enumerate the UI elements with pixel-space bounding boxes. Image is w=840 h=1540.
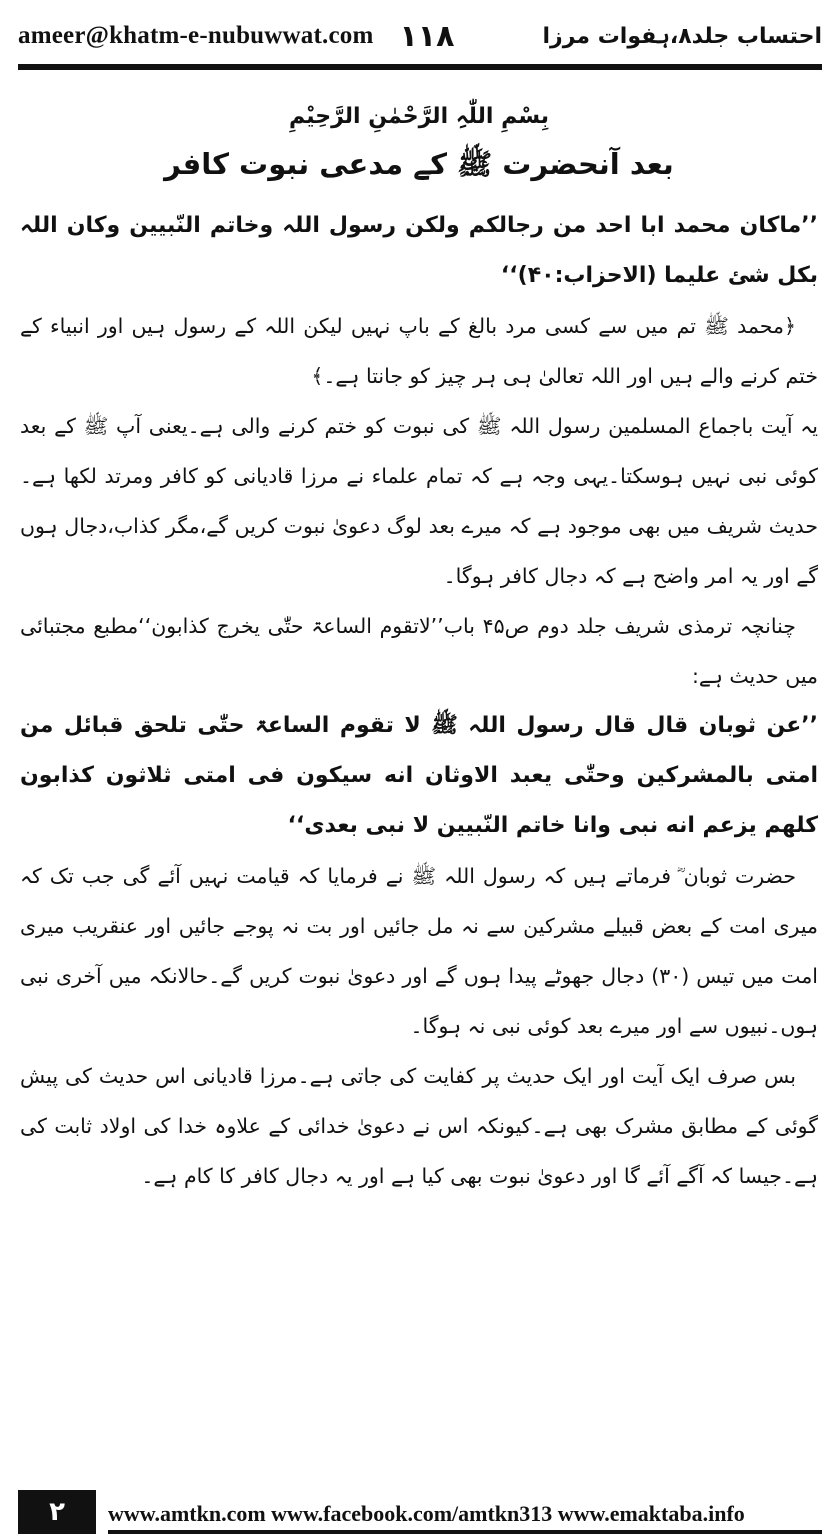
header-email: ameer@khatm-e-nubuwwat.com [18,22,374,49]
footer-bar [96,1490,822,1534]
paragraph-1: یہ آیت باجماع المسلمین رسول اللہ ﷺ کی نبوت کو ختم کرنے والی ہے۔یعنی آپ ﷺ کے بعد کوئی نبی نہیں ہوسکتا۔یہی وجہ ہے کہ تمام علماء نے مرزا قادیانی کو کافر ومرتد لکھا ہے۔حدیث شریف میں بھی موجود ہے کہ میرے بعد لوگ دعویٰ نبوت کریں گے،مگر کذاب،دجال ہوں گے اور یہ امر واضح ہے کہ دجال کافر ہوگا۔ [20,414,818,588]
verse-translation: ﴿محمد ﷺ تم میں سے کسی مرد بالغ کے باپ نہیں لیکن اللہ کے رسول ہیں اور انبیاء کے ختم کرنے والے ہیں اور اللہ تعالیٰ ہی ہر چیز کو جانتا ہے۔﴾ [20,314,818,388]
header-left [18,19,454,54]
hadith-text: ’’عن ثوبان قال قال رسول اللہ ﷺ لا تقوم الساعۃ حتّٰی تلحق قبائل من امتی بالمشرکین وحتّٰی یعبد الاوثان انه سیکون فی امتی ثلاثون کذابون کلھم یزعم انه نبی وانا خاتم النّبیین لا نبی بعدی‘‘ [20,713,818,838]
footer-links[interactable]: www.amtkn.com www.facebook.com/amtkn313 www.emaktaba.info [108,1501,745,1526]
page-header [18,10,822,62]
page-footer [18,1490,822,1534]
chapter-title: بعد آنحضرت ﷺ کے مدعی نبوت کافر [164,147,674,181]
header-book-title: احتساب جلد۸،ہفوات مرزا [542,23,822,49]
paragraph-2: چنانچہ ترمذی شریف جلد دوم ص۴۵ باب’’لاتقوم الساعۃ حتّٰی یخرج کذابون‘‘مطبع مجتبائی میں حدیث ہے: [20,614,818,688]
paragraph-3: بس صرف ایک آیت اور ایک حدیث پر کفایت کی جاتی ہے۔مرزا قادیانی اس حدیث کی پیش گوئی کے مطابق مشرک بھی ہے۔کیونکہ اس نے دعویٰ خدائی کے علاوہ خدا کی اولاد ثابت کی ہے۔جیسا کہ آگے آئے گا اور دعویٰ نبوت بھی کیا ہے اور یہ دجال کافر کا کام ہے۔ [20,1064,818,1188]
hadith-translation: حضرت ثوبان ؓ فرماتے ہیں کہ رسول اللہ ﷺ نے فرمایا کہ قیامت نہیں آئے گی جب تک کہ میری امت کے بعض قبیلے مشرکین سے نہ مل جائیں اور بت نہ پوجے جائیں اور عنقریب میری امت میں تیس (۳۰) دجال جھوٹے پیدا ہوں گے اور دعویٰ نبوت کریں گے۔حالانکہ میں آخری نبی ہوں۔نبیوں سے اور میرے بعد کوئی نبی نہ ہوگا۔ [20,864,818,1038]
basmala: بِسْمِ اللّٰہِ الرَّحْمٰنِ الرَّحِیْمِ [288,104,549,129]
quran-verse: ’’ماکان محمد ابا احد من رجالکم ولکن رسول اللہ وخاتم النّبیین وکان اللہ بکل شئ علیما (الاحزاب:۴۰)‘‘ [20,213,818,288]
header-page-number: ۱۱۸ [399,18,455,54]
footer-page-number: ۲ [18,1490,96,1534]
page-content [20,104,818,1201]
footer-underline [108,1530,822,1534]
header-rule [18,64,822,70]
